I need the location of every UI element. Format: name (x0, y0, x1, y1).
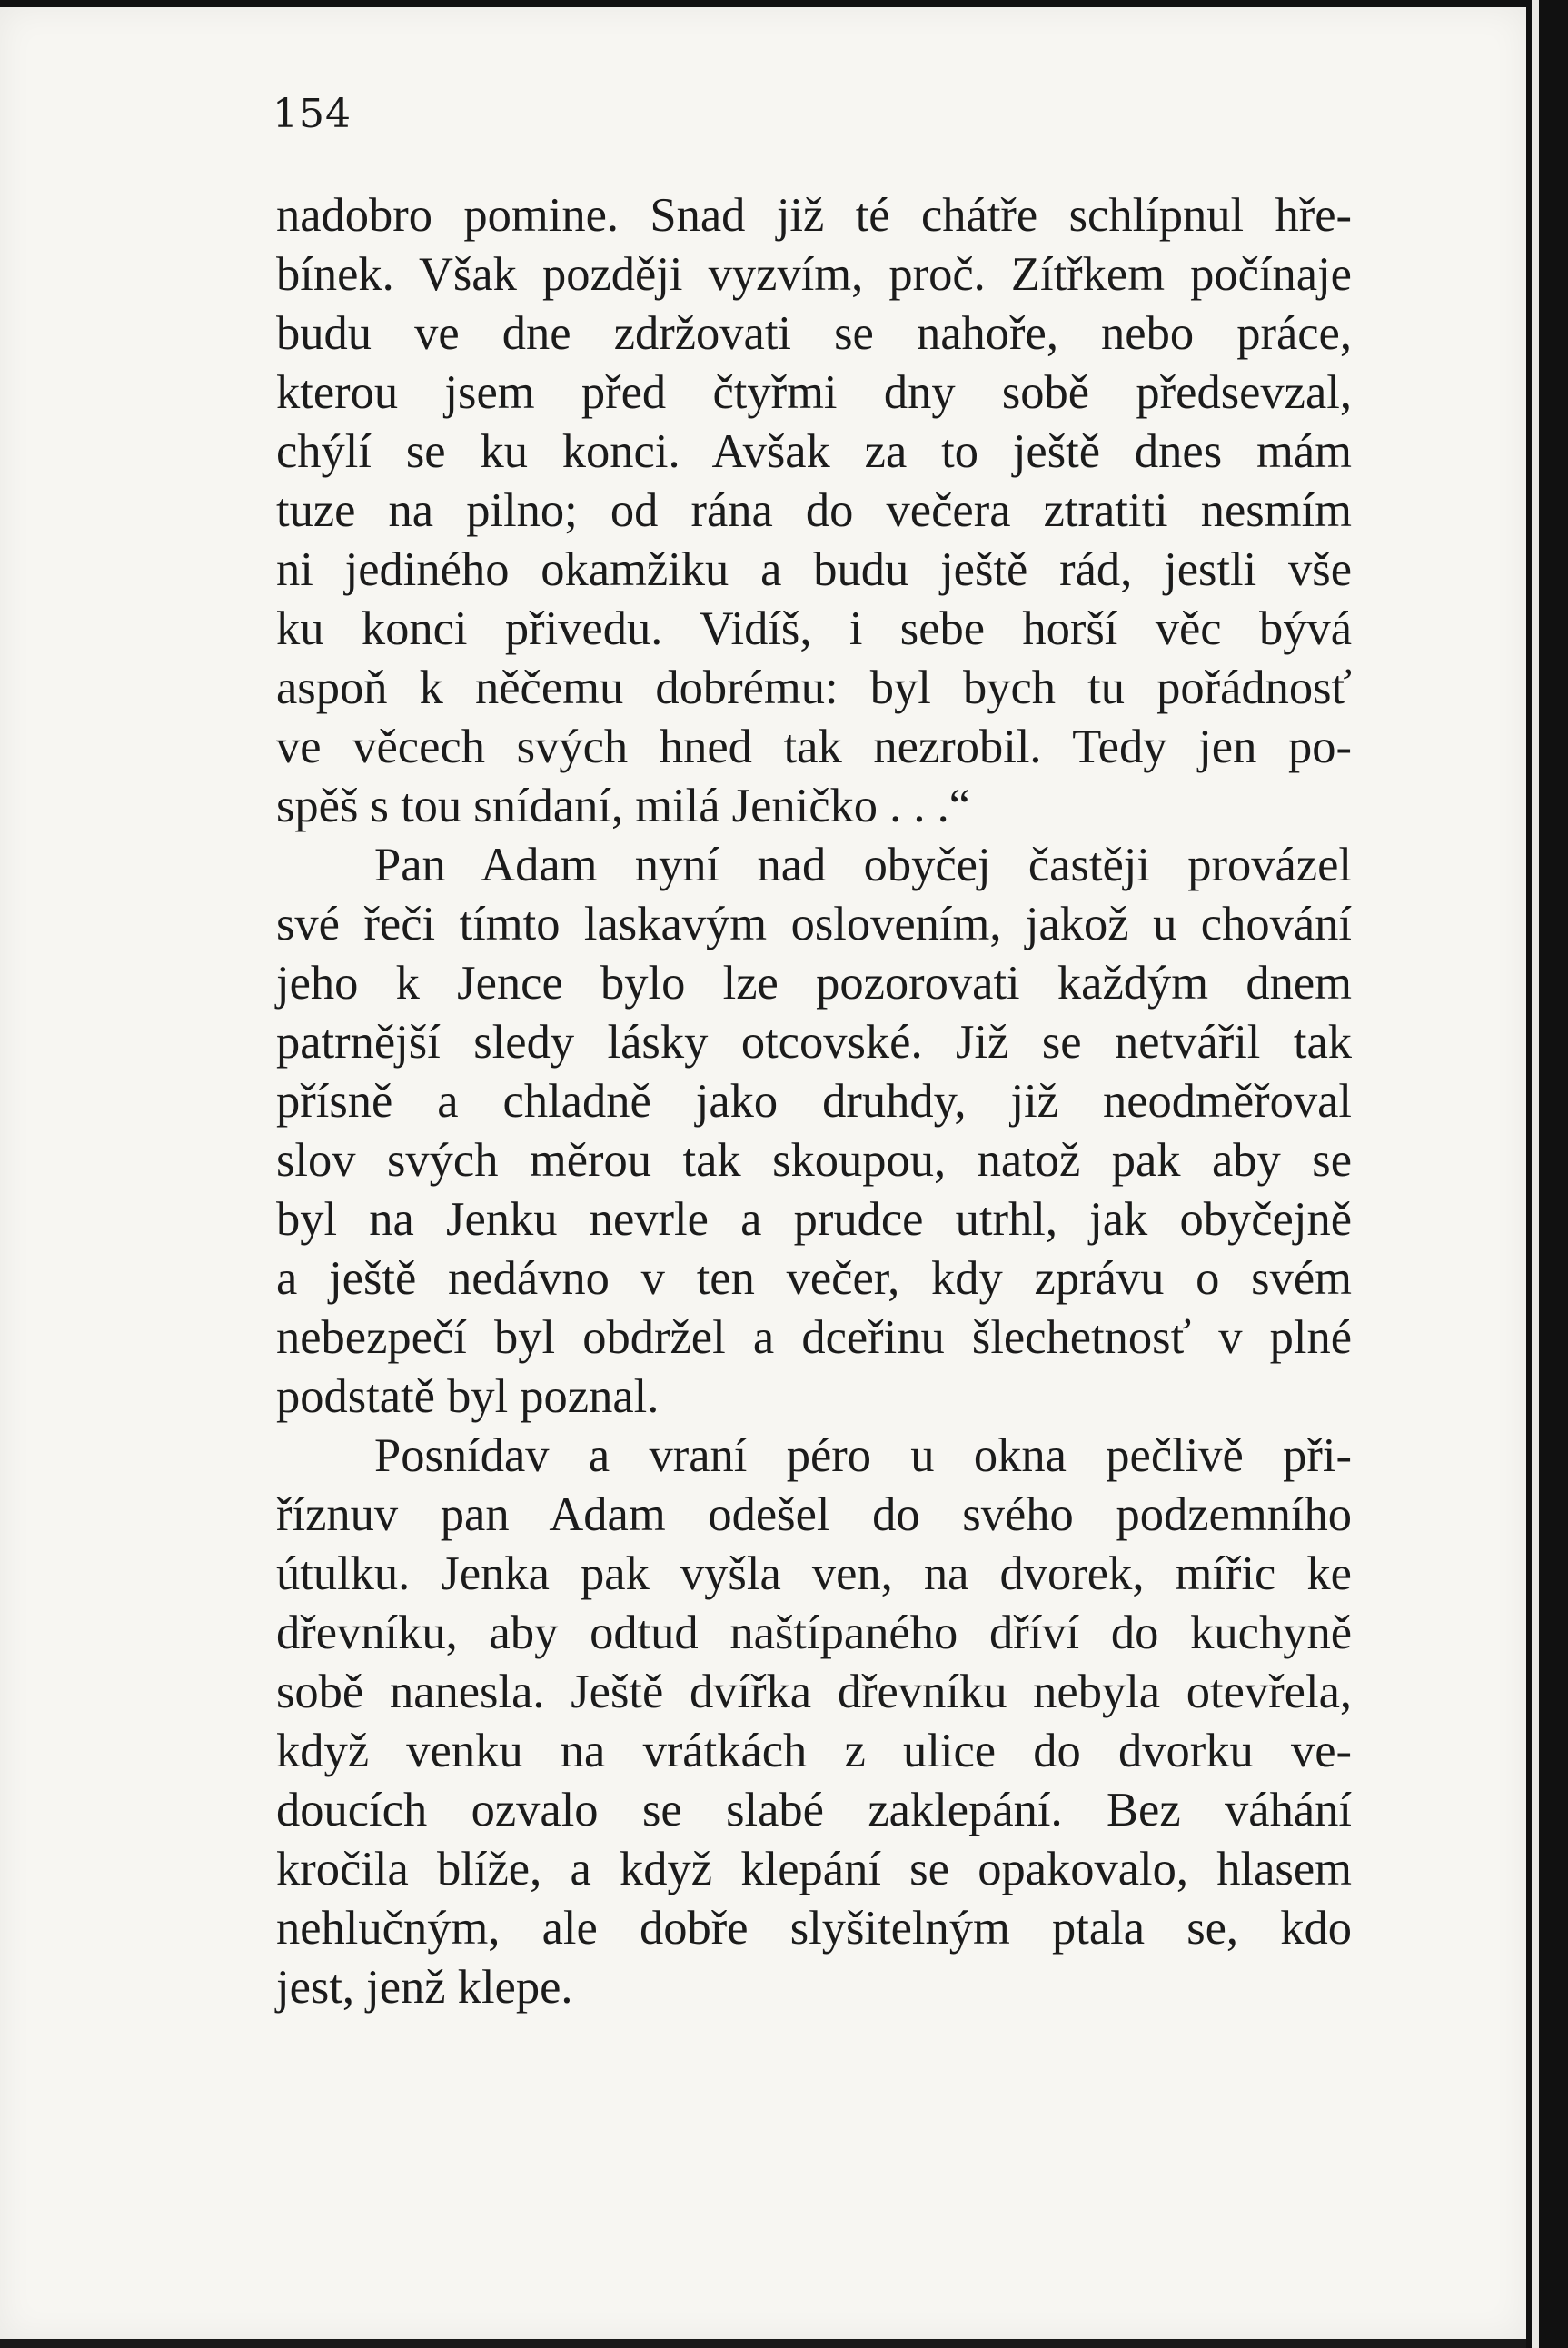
text-line: říznuv pan Adam odešel do svého podzemního (276, 1488, 1352, 1541)
text-line: podstatě byl poznal. (276, 1370, 660, 1423)
text-line: když venku na vrátkách z ulice do dvorku ve- (276, 1725, 1352, 1777)
text-line: chýlí se ku konci. Avšak za to ještě dnes mám (276, 425, 1352, 478)
text-line: sobě nanesla. Ještě dvířka dřevníku nebyla otevřela, (276, 1666, 1352, 1718)
body-text (276, 186, 1352, 2017)
text-line: patrnější sledy lásky otcovské. Již se netvářil tak (276, 1016, 1352, 1069)
page-edge-strip (1532, 0, 1539, 2348)
text-line: ku konci přivedu. Vidíš, i sebe horší věc bývá (276, 602, 1352, 655)
page-number: 154 (273, 91, 352, 137)
text-line: budu ve dne zdržovati se nahoře, nebo práce, (276, 307, 1352, 360)
text-line: nadobro pomine. Snad již té chátře schlípnul hře- (276, 189, 1352, 242)
text-line: nebezpečí byl obdržel a dceřinu šlechetnosť v plné (276, 1311, 1352, 1364)
text-line: aspoň k něčemu dobrému: byl bych tu pořádnosť (276, 662, 1352, 714)
text-line: své řeči tímto laskavým oslovením, jakož u chování (276, 898, 1352, 950)
text-line: jeho k Jence bylo lze pozorovati každým dnem (276, 957, 1352, 1010)
scan-right-edge (1526, 0, 1568, 2348)
text-line: Posnídav a vraní péro u okna pečlivě při- (374, 1429, 1352, 1482)
text-line: ve věcech svých hned tak nezrobil. Tedy jen po- (276, 721, 1352, 773)
text-line: byl na Jenku nevrle a prudce utrhl, jak obyčejně (276, 1193, 1352, 1246)
text-line: útulku. Jenka pak vyšla ven, na dvorek, mířic ke (276, 1547, 1352, 1600)
text-line: spěš s tou snídaní, milá Jeničko . . .“ (276, 780, 971, 832)
text-line: přísně a chladně jako druhdy, již neodměřoval (276, 1075, 1352, 1128)
text-line: kročila blíže, a když klepání se opakovalo, hlasem (276, 1843, 1352, 1895)
book-page (0, 7, 1526, 2339)
text-line: tuze na pilno; od rána do večera ztratiti nesmím (276, 484, 1352, 537)
text-line: bínek. Však později vyzvím, proč. Zítřkem počínaje (276, 248, 1352, 301)
text-line: nehlučným, ale dobře slyšitelným ptala se, kdo (276, 1902, 1352, 1955)
text-line: ni jediného okamžiku a budu ještě rád, jestli vše (276, 543, 1352, 596)
text-line: slov svých měrou tak skoupou, natož pak aby se (276, 1134, 1352, 1187)
text-line: a ještě nedávno v ten večer, kdy zprávu o svém (276, 1252, 1352, 1305)
text-line: kterou jsem před čtyřmi dny sobě předsevzal, (276, 366, 1352, 419)
text-line: Pan Adam nyní nad obyčej častěji provázel (374, 839, 1352, 891)
text-line: jest, jenž klepe. (276, 1961, 573, 2014)
text-line: dřevníku, aby odtud naštípaného dříví do kuchyně (276, 1607, 1352, 1659)
text-line: doucích ozvalo se slabé zaklepání. Bez váhání (276, 1784, 1352, 1836)
